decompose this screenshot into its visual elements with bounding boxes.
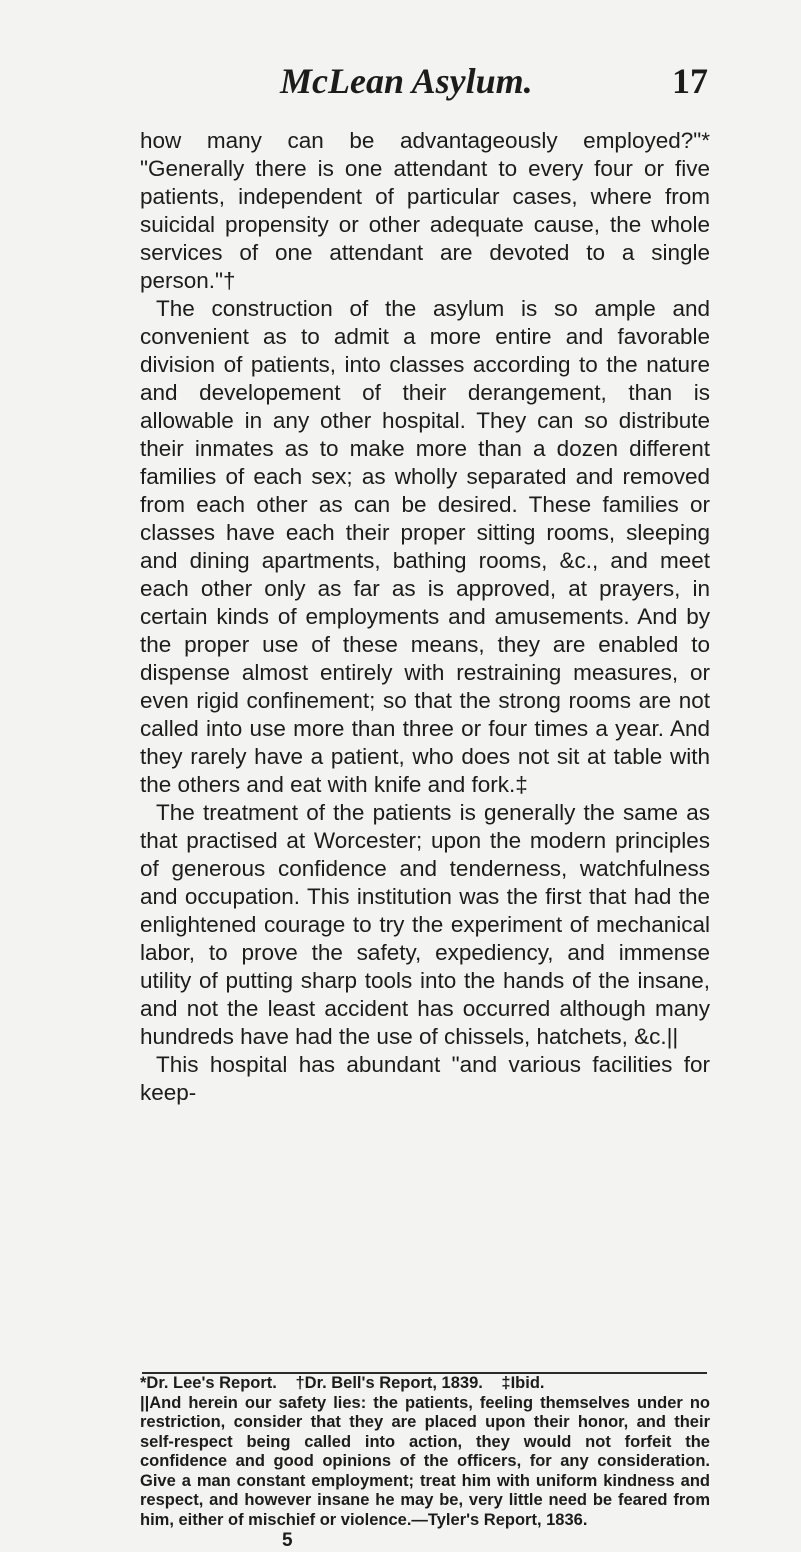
page-number: 17 [672, 61, 708, 101]
page-header [0, 60, 801, 110]
footnote-refs [140, 1374, 710, 1394]
paragraph-3: The treatment of the patients is generally the same as that practised at Worcester; upon the modern principles of generous confidence and tenderness, watchfulness and occupation. This institution was the first that had the enlightened courage to try the experiment of mechanical labor, to prove the safety, expediency, and immense utility of putting sharp tools into the hands of the insane, and not the least accident has occurred although many hundreds have had the use of chissels, hatchets, &c.|| [140, 800, 710, 1049]
paragraph-2: The construction of the asylum is so ample and convenient as to admit a more entire and favorable division of patients, into classes according to the nature and developement of their derangement, than is allowable in any other hospital. They can so distribute their inmates as to make more than a dozen different families of each sex; as wholly separated and removed from each other as can be desired. These families or classes have each their proper sitting rooms, sleeping and dining apartments, bathing rooms, &c., and meet each other only as far as is approved, at prayers, in certain kinds of employments and amusements. And by the proper use of these means, they are enabled to dispense almost entirely with restraining measures, or even rigid confinement; so that the strong rooms are not called into use more than three or four times a year. And they rarely have a patient, who does not sit at table with the others and eat with knife and fork.‡ [140, 296, 710, 797]
running-title: McLean Asylum. [280, 61, 533, 101]
paragraph-1: how many can be advantageously employed?"* "Generally there is one attendant to every four or five patients, independent of particular cases, where from suicidal propensity or other adequate cause, the whole services of one attendant are devoted to a single person."† [140, 128, 710, 293]
footnote-note: ||And herein our safety lies: the patients, feeling themselves under no restriction, consider that they are placed upon their honor, and their self-respect being called into action, they would not forfeit the confidence and good opinions of the officers, for any consideration. Give a man constant employment; treat him with uniform kindness and respect, and however insane he may be, very little need be feared from him, either of mischief or violence.—Tyler's Report, 1836. [140, 1393, 710, 1529]
footnote-ref-1: *Dr. Lee's Report. [140, 1374, 277, 1392]
body-text [140, 127, 710, 1107]
paragraph-4: This hospital has abundant "and various facilities for keep- [140, 1052, 710, 1105]
footnote-ref-2: †Dr. Bell's Report, 1839. [295, 1374, 483, 1392]
footnote-ref-3: ‡Ibid. [501, 1374, 545, 1392]
signature-mark: 5 [282, 1530, 293, 1551]
footnotes [140, 1374, 710, 1552]
